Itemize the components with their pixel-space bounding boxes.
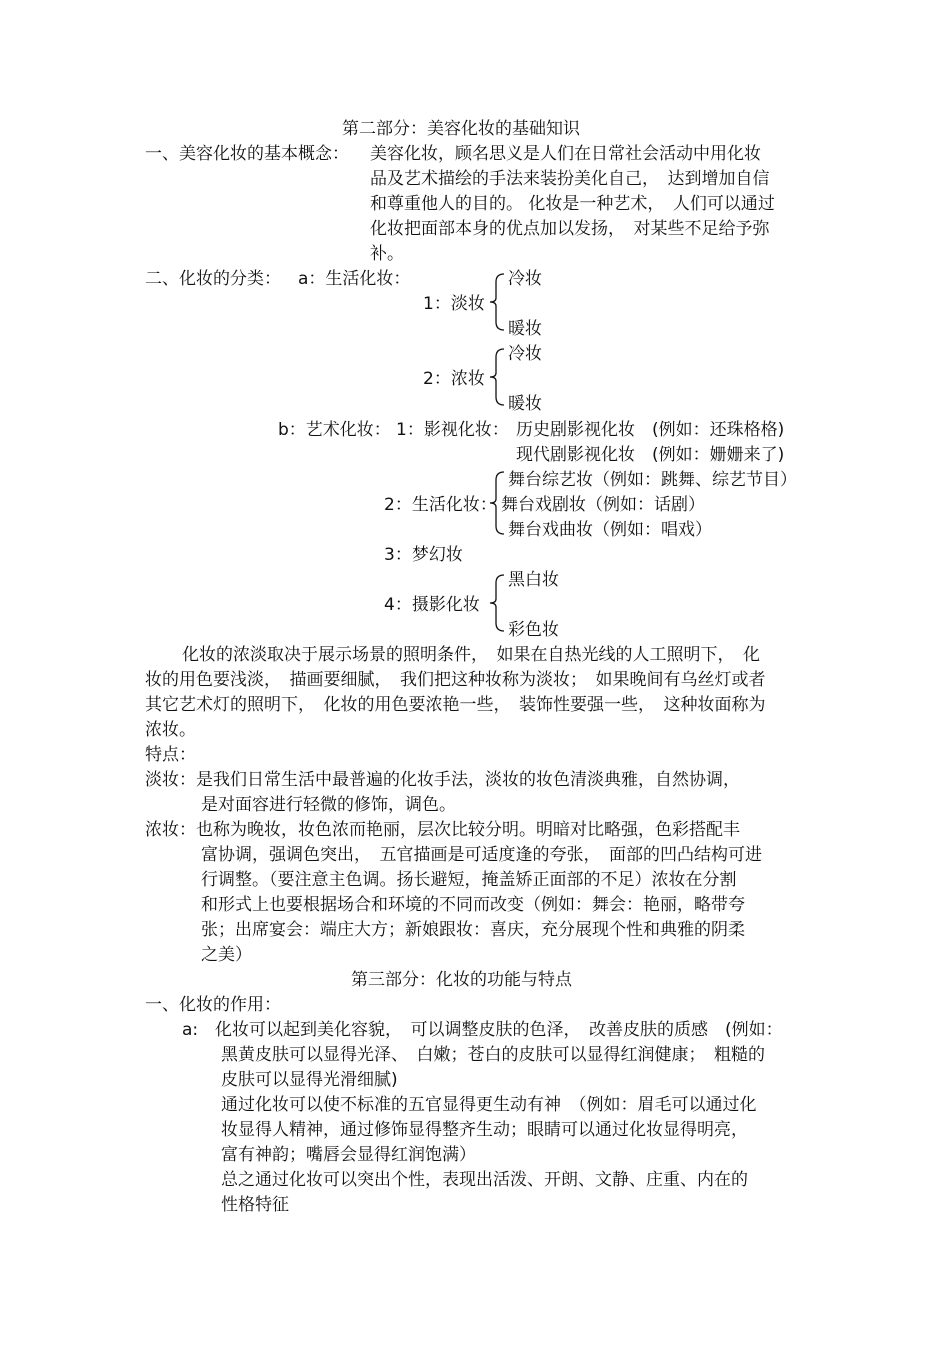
paragraph-line: 化妆的浓淡取决于展示场景的照明条件， 如果在自热光线的人工照明下， 化 (182, 645, 760, 665)
paragraph-line: 其它艺术灯的照明下， 化妆的用色要浓艳一些， 装饰性要强一些， 这种妆面称为 (145, 695, 766, 715)
fantasy-makeup-label: 3：梦幻妆 (384, 545, 463, 565)
stage-makeup-item: 舞台戏剧妆（例如：话剧） (501, 495, 705, 515)
film-makeup-item: 现代剧影视化妆 (例如：姗姗来了) (516, 445, 785, 465)
paragraph-line: 妆的用色要浅淡， 描画要细腻， 我们把这种妆称为淡妆； 如果晚间有乌丝灯或者 (145, 670, 766, 690)
part3-line: 通过化妆可以使不标准的五官显得更生动有神 （例如：眉毛可以通过化 (221, 1095, 757, 1115)
film-makeup-label: 1：影视化妆： (396, 420, 509, 440)
part3-line: 性格特征 (221, 1195, 289, 1215)
light-feature-line: 淡妆：是我们日常生活中最普遍的化妆手法，淡妆的妆色清淡典雅，自然协调， (145, 770, 740, 790)
s1-line: 美容化妆，顾名思义是人们在日常社会活动中用化妆 (370, 144, 761, 164)
part3-line: 皮肤可以显得光滑细腻) (221, 1070, 398, 1090)
part2-title: 第二部分：美容化妆的基础知识 (342, 119, 580, 139)
heavy-makeup-label: 2：浓妆 (423, 369, 485, 389)
part3-line: 妆显得人精神，通过修饰显得整齐生动；眼睛可以通过化妆显得明亮， (221, 1120, 748, 1140)
stage-makeup-item: 舞台综艺妆（例如：跳舞、综艺节目） (508, 470, 797, 490)
photo-makeup-label: 4：摄影化妆 (384, 595, 480, 615)
light-feature-line: 是对面容进行轻微的修饰，调色。 (201, 795, 456, 815)
brace-icon (486, 573, 508, 633)
daily-makeup-label: a：生活化妆： (298, 269, 411, 289)
film-makeup-item: 历史剧影视化妆 (例如：还珠格格) (516, 420, 785, 440)
s2-label: 二、化妆的分类： (145, 269, 281, 289)
part3-line: 黑黄皮肤可以显得光泽、 白嫩；苍白的皮肤可以显得红润健康； 粗糙的 (221, 1045, 765, 1065)
features-label: 特点： (145, 745, 196, 765)
brace-icon (486, 272, 508, 332)
brace-icon (486, 347, 508, 407)
photo-makeup-item: 彩色妆 (508, 620, 559, 640)
cool-makeup-item: 冷妆 (508, 344, 542, 364)
part3-line: 化妆可以起到美化容貌， 可以调整皮肤的色泽， 改善皮肤的质感 (例如： (215, 1020, 783, 1040)
heavy-feature-line: 之美） (201, 945, 252, 965)
light-makeup-label: 1：淡妆 (423, 294, 485, 314)
photo-makeup-item: 黑白妆 (508, 570, 559, 590)
heavy-feature-line: 张；出席宴会：端庄大方；新娘跟妆：喜庆，充分展现个性和典雅的阴柔 (201, 920, 745, 940)
part3-line: 富有神韵；嘴唇会显得红润饱满） (221, 1145, 476, 1165)
heavy-feature-line: 和形式上也要根据场合和环境的不同而改变（例如：舞会：艳丽，略带夸 (201, 895, 745, 915)
stage-makeup-item: 舞台戏曲妆（例如：唱戏） (508, 520, 712, 540)
art-makeup-label: b：艺术化妆： (278, 420, 391, 440)
heavy-feature-line: 富协调，强调色突出， 五官描画是可适度逢的夸张， 面部的凹凸结构可进 (201, 845, 762, 865)
s1-line: 补。 (370, 244, 404, 264)
cool-makeup-item: 冷妆 (508, 269, 542, 289)
s1-line: 化妆把面部本身的优点加以发扬， 对某些不足给予弥 (370, 219, 770, 239)
part3-section-label: 一、化妆的作用： (145, 995, 281, 1015)
heavy-feature-line: 浓妆：也称为晚妆，妆色浓而艳丽，层次比较分明。明暗对比略强，色彩搭配丰 (145, 820, 740, 840)
heavy-feature-line: 行调整。（要注意主色调。扬长避短，掩盖矫正面部的不足）浓妆在分割 (201, 870, 737, 890)
warm-makeup-item: 暖妆 (508, 394, 542, 414)
s1-label: 一、美容化妆的基本概念： (145, 144, 349, 164)
part3-a-label: a: (182, 1020, 199, 1040)
part3-title: 第三部分：化妆的功能与特点 (351, 970, 572, 990)
warm-makeup-item: 暖妆 (508, 319, 542, 339)
stage-makeup-label: 2：生活化妆： (384, 495, 497, 515)
part3-line: 总之通过化妆可以突出个性，表现出活泼、开朗、文静、庄重、内在的 (221, 1170, 748, 1190)
s1-line: 和尊重他人的目的。 化妆是一种艺术， 人们可以通过 (370, 194, 775, 214)
paragraph-line: 浓妆。 (145, 720, 196, 740)
s1-line: 品及艺术描绘的手法来装扮美化自己， 达到增加自信 (370, 169, 770, 189)
